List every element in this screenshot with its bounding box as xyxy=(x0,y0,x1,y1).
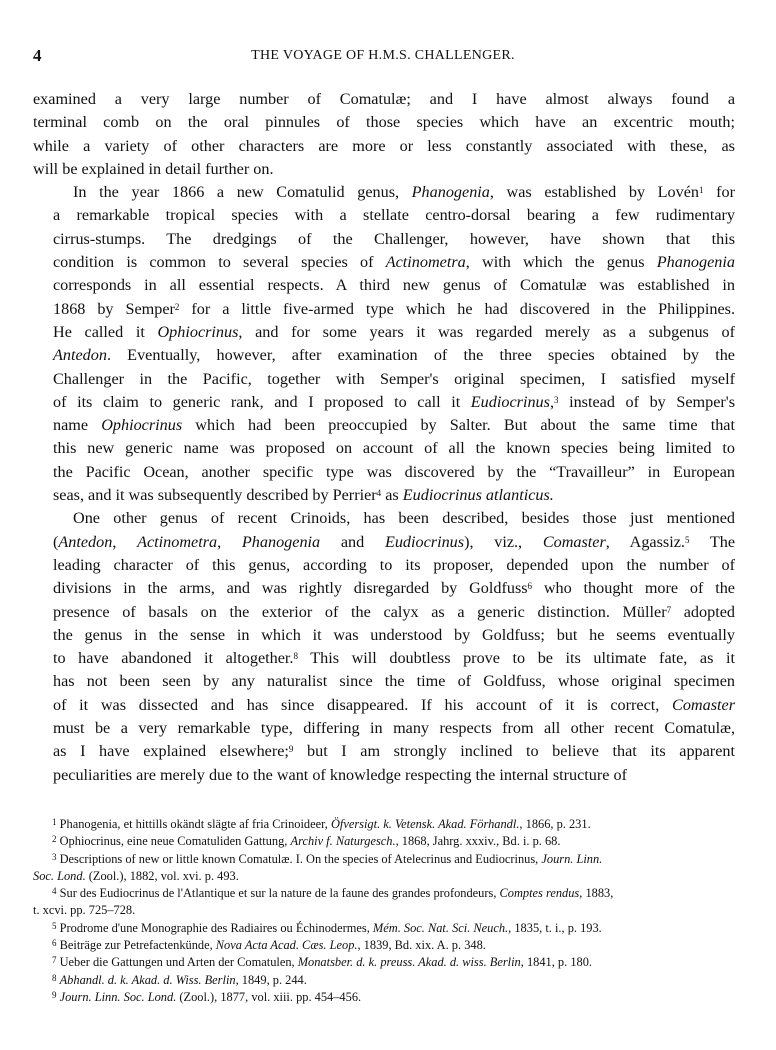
italic-text: Journ. Linn. xyxy=(541,851,603,866)
text-run: of its claim to generic rank, and I proposed to call it xyxy=(53,392,471,411)
text-run: , 1839, Bd. xix. A. p. 348. xyxy=(357,938,486,953)
text-line xyxy=(33,554,735,577)
text-run: of it was dissected and has since disappeared. If his account of it is correct, xyxy=(53,695,673,714)
text-line xyxy=(33,437,735,460)
text-line xyxy=(33,507,735,530)
footnote-line xyxy=(33,920,735,937)
text-line xyxy=(33,344,735,367)
italic-text: Öfversigt. k. Vetensk. Akad. Förhandl. xyxy=(330,817,520,831)
text-run: examined a very large number of Comatulæ; and I have almost always found a xyxy=(33,90,735,108)
footnote-ref[interactable]: 2 xyxy=(174,301,180,312)
footnotes xyxy=(33,816,735,1006)
italic-text: Phanogenia xyxy=(411,183,490,202)
footnote-number: 3 xyxy=(52,851,57,862)
footnote-number: 5 xyxy=(52,920,57,931)
text-line xyxy=(33,647,735,670)
footnote-ref[interactable]: 5 xyxy=(684,534,690,545)
text-line xyxy=(33,601,735,624)
text-run: , and for some years it was regarded merely as a subgenus of xyxy=(238,322,735,341)
footnote-1 xyxy=(33,816,735,833)
text-run: seas, and it was subsequently described by Perrier xyxy=(53,486,377,505)
text-line xyxy=(33,135,735,158)
footnote-ref[interactable]: 6 xyxy=(527,581,533,592)
footnote-7 xyxy=(33,954,735,971)
footnote-line xyxy=(33,851,735,868)
text-run: , xyxy=(217,532,242,551)
text-run: for a little five-armed type which he had discovered in the Philippines. xyxy=(179,299,736,318)
footnote-ref[interactable]: 8 xyxy=(293,651,298,662)
text-run: Beiträge zur Petrefactenkünde, xyxy=(59,938,216,953)
text-run: leading character of this genus, according to its proposer, depended upon the number of xyxy=(53,555,735,574)
footnote-number: 8 xyxy=(52,972,57,983)
text-line xyxy=(33,624,735,647)
text-run: a remarkable tropical species with a stellate centro-dorsal bearing a few rudimentary xyxy=(53,206,735,225)
text-run: ), viz., xyxy=(464,532,543,551)
text-run: who thought more of the xyxy=(532,579,735,598)
italic-text: Journ. Linn. Soc. Lond. xyxy=(59,989,177,1004)
text-run: In the year 1866 a new Comatulid genus, xyxy=(73,183,412,202)
text-line xyxy=(33,484,735,507)
footnote-ref[interactable]: 9 xyxy=(288,744,294,755)
italic-text: Antedon xyxy=(53,346,107,365)
italic-text: Monatsber. d. k. preuss. Akad. d. wiss. Berlin xyxy=(297,955,521,970)
text-run: , 1866, p. 231. xyxy=(519,817,591,831)
text-line xyxy=(33,694,735,717)
italic-text: Eudiocrinus xyxy=(384,532,465,551)
text-run: divisions in the arms, and was rightly disregarded by Goldfuss xyxy=(53,579,528,598)
text-run: Ophiocrinus, eine neue Comatuliden Gattung, xyxy=(59,834,291,849)
text-run: peculiarities are merely due to the want of knowledge respecting the internal structure of xyxy=(53,765,627,784)
footnote-number: 1 xyxy=(52,817,57,827)
footnote-3 xyxy=(33,851,735,886)
text-run: , 1868, Jahrg. xxxiv., Bd. i. p. 68. xyxy=(395,834,561,849)
text-run: , was established by Lovén xyxy=(489,183,700,202)
text-run: 1868 by Semper xyxy=(53,299,175,318)
footnote-6 xyxy=(33,937,735,954)
text-run: Phanogenia, et hittills okändt slägte af fria Crinoideer, xyxy=(59,817,331,831)
footnote-line xyxy=(33,868,735,885)
text-line xyxy=(33,717,735,740)
text-run: , 1841, p. 180. xyxy=(520,955,592,970)
text-line xyxy=(33,461,735,484)
footnote-line xyxy=(33,833,735,850)
text-line xyxy=(33,414,735,437)
text-run: , 1849, p. 244. xyxy=(235,972,307,987)
footnote-line xyxy=(33,989,735,1006)
italic-text: Actinometra xyxy=(137,532,218,551)
text-run: , 1883, xyxy=(579,886,614,901)
text-run: . Eventually, however, after examination of the three species obtained by the xyxy=(106,346,735,365)
italic-text: Phanogenia xyxy=(241,532,321,551)
text-line xyxy=(33,391,735,414)
italic-text: Eudiocrinus atlanticus. xyxy=(402,486,554,505)
text-run: (Zool.), 1882, vol. xvi. p. 493. xyxy=(85,868,239,883)
footnote-line xyxy=(33,902,735,919)
text-line xyxy=(33,251,735,274)
footnote-number: 9 xyxy=(52,989,57,1000)
text-run: while a variety of other characters are more or less constantly associated with these, as xyxy=(33,136,735,155)
text-run: and xyxy=(320,532,385,551)
italic-text: Phanogenia xyxy=(656,253,735,272)
footnote-ref[interactable]: 4 xyxy=(376,488,382,499)
italic-text: Comptes rendus xyxy=(499,886,580,901)
text-run: for xyxy=(703,183,735,202)
text-line xyxy=(33,158,735,181)
footnote-number: 4 xyxy=(52,886,57,897)
text-run: name xyxy=(53,416,102,435)
text-run: terminal comb on the oral pinnules of those species which have an excentric mouth; xyxy=(33,113,735,132)
text-run: as xyxy=(381,486,403,505)
text-run: He called it xyxy=(53,322,158,341)
footnote-line xyxy=(33,885,735,902)
paragraph xyxy=(33,181,735,507)
body-text xyxy=(33,88,735,787)
paragraph xyxy=(33,88,735,181)
italic-text: Eudiocrinus xyxy=(470,392,550,411)
text-run: t. xcvi. pp. 725–728. xyxy=(33,903,136,918)
text-run: ( xyxy=(53,532,59,551)
text-run: Prodrome d'une Monographie des Radiaires ou Échinodermes, xyxy=(59,920,373,935)
footnote-ref[interactable]: 3 xyxy=(553,394,559,405)
text-run: This will doubtless prove to be its ultimate fate, as it xyxy=(297,649,735,668)
footnote-line xyxy=(33,954,735,971)
running-title: THE VOYAGE OF H.M.S. CHALLENGER. xyxy=(251,48,515,63)
text-run: , Agassiz. xyxy=(605,532,685,551)
italic-text: Ophiocrinus xyxy=(101,416,183,435)
footnote-number: 6 xyxy=(52,938,57,949)
text-line xyxy=(33,204,735,227)
footnote-4 xyxy=(33,885,735,920)
page-number: 4 xyxy=(33,46,42,65)
text-run: , xyxy=(549,392,554,411)
text-line xyxy=(33,321,735,344)
footnote-ref[interactable]: 1 xyxy=(699,185,704,196)
text-line xyxy=(33,531,735,554)
text-run: corresponds in all essential respects. A third new genus of Comatulæ was established in xyxy=(53,276,735,295)
text-run: One other genus of recent Crinoids, has been described, besides those just mentioned xyxy=(73,509,735,528)
text-run: , 1835, t. i., p. 193. xyxy=(508,920,602,935)
page-header xyxy=(33,46,733,70)
text-run: cirrus-stumps. The dredgings of the Challenger, however, have shown that this xyxy=(53,229,735,248)
text-line xyxy=(33,764,735,787)
footnote-2 xyxy=(33,833,735,850)
text-run: Challenger in the Pacific, together with Semper's original specimen, I satisfied myself xyxy=(53,369,735,388)
text-run: Ueber die Gattungen und Arten der Comatulen, xyxy=(59,955,298,970)
text-run: has not been seen by any naturalist since the time of Goldfuss, whose original specimen xyxy=(53,672,735,691)
footnote-9 xyxy=(33,989,735,1006)
text-run: as I have explained elsewhere; xyxy=(53,742,289,761)
italic-text: Mém. Soc. Nat. Sci. Neuch. xyxy=(372,920,509,935)
italic-text: Archiv f. Naturgesch. xyxy=(290,834,396,849)
text-run: the Pacific Ocean, another specific type was discovered by the “Travailleur” in European xyxy=(53,462,735,481)
footnote-8 xyxy=(33,972,735,989)
text-run: must be a very remarkable type, differing in many respects from all other recent Comatulæ, xyxy=(53,719,735,738)
footnote-line xyxy=(33,816,735,833)
text-run: to have abandoned it altogether. xyxy=(53,649,294,668)
text-run: this new generic name was proposed on account of all the known species being limited to xyxy=(53,439,735,458)
italic-text: Ophiocrinus xyxy=(157,322,239,341)
text-run: , xyxy=(112,532,138,551)
italic-text: Actinometra xyxy=(385,253,466,272)
text-run: which had been preoccupied by Salter. But about the same time that xyxy=(182,416,735,435)
text-run: the genus in the sense in which it was understood by Goldfuss; but he seems eventually xyxy=(53,625,735,644)
text-run: presence of basals on the exterior of the calyx as a generic distinction. Müller xyxy=(53,602,667,621)
text-line xyxy=(33,740,735,763)
italic-text: Abhandl. d. k. Akad. d. Wiss. Berlin xyxy=(59,972,236,987)
text-run: Descriptions of new or little known Comatulæ. I. On the species of Atelecrinus and Eudiocrinus, xyxy=(59,851,542,866)
footnote-line xyxy=(33,972,735,989)
text-run: will be explained in detail further on. xyxy=(33,159,274,178)
italic-text: Antedon xyxy=(58,532,113,551)
text-line xyxy=(33,670,735,693)
italic-text: Comaster xyxy=(542,532,606,551)
text-run: , with which the genus xyxy=(465,253,657,272)
italic-text: Soc. Lond. xyxy=(33,868,86,883)
text-run: condition is common to several species of xyxy=(53,253,386,272)
italic-text: Comaster xyxy=(672,695,735,714)
text-line xyxy=(33,298,735,321)
footnote-number: 7 xyxy=(52,955,57,966)
italic-text: Nova Acta Acad. Cæs. Leop. xyxy=(215,938,358,953)
footnote-ref[interactable]: 7 xyxy=(666,604,672,615)
text-line xyxy=(33,577,735,600)
text-run: adopted xyxy=(671,602,735,621)
text-line xyxy=(33,274,735,297)
text-run: instead of by Semper's xyxy=(558,392,735,411)
footnote-number: 2 xyxy=(52,834,57,845)
text-run: but I am strongly inclined to believe that its apparent xyxy=(293,742,735,761)
text-line xyxy=(33,181,735,204)
footnote-5 xyxy=(33,920,735,937)
text-line xyxy=(33,228,735,251)
text-line xyxy=(33,88,735,111)
text-run: (Zool.), 1877, vol. xiii. pp. 454–456. xyxy=(176,989,362,1004)
text-run: Sur des Eudiocrinus de l'Atlantique et sur la nature de la faune des grandes profondeurs, xyxy=(59,886,500,901)
text-line xyxy=(33,111,735,134)
text-line xyxy=(33,368,735,391)
paragraph xyxy=(33,507,735,787)
text-run: The xyxy=(689,532,736,551)
footnote-line xyxy=(33,937,735,954)
